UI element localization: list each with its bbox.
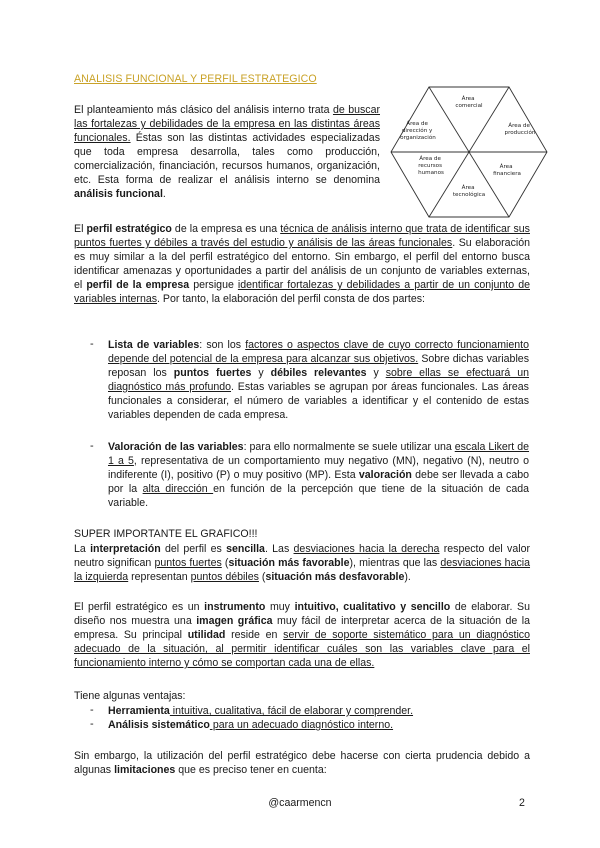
page-number: 2 xyxy=(519,797,525,809)
bullet-dash: - xyxy=(90,440,94,452)
segment-produccion-label: Área de producción xyxy=(504,123,536,136)
limitations-paragraph: Sin embargo, la utilización del perfil estratégico debe hacerse con cierta prudencia debido a algunas limitaciones que es preciso tener en cuenta: xyxy=(74,750,530,776)
important-heading: SUPER IMPORTANTE EL GRAFICO!!! xyxy=(74,528,258,540)
functional-areas-hexagon-diagram xyxy=(389,82,549,222)
segment-tecnologica-label: Área tecnológica xyxy=(452,185,486,198)
footer-author: @caarmencn xyxy=(268,797,332,809)
strategic-profile-paragraph: El perfil estratégico de la empresa es una técnica de análisis interno que trata de identificar sus puntos fuertes y débiles a través del estudio y análisis de las áreas funcionales. Su elaboración es muy similar a la del perfil estratégico del entorno. Sin embargo, el perfil del entorno busca identificar amenazas y oportunidades a partir del análisis de un conjunto de variables externas, el perfil de la empresa persigue identificar fortalezas y debilidades a partir de un conjunto de variables internas. Por tanto, la elaboración del perfil consta de dos partes: xyxy=(74,223,530,305)
segment-financiera-label: Área financiera xyxy=(493,164,521,177)
segment-comercial-label: Área comercial xyxy=(455,96,483,109)
segment-direccion-label: Área de dirección y organización xyxy=(400,121,436,141)
section-title: ANALISIS FUNCIONAL Y PERFIL ESTRATEGICO xyxy=(74,73,317,85)
advantage-item: Herramienta intuitiva, cualitativa, fácil de elaborar y comprender. xyxy=(108,705,414,717)
bullet-variable-list: Lista de variables: son los factores o aspectos clave de cuyo correcto funcionamiento depende del potencial de la empresa para alcanzar sus objetivos. Sobre dichas variables reposan los puntos fuertes y débiles relevantes y sobre ellas se efectuará un diagnóstico más profundo. Estas variables se agrupan por áreas funcionales. Las áreas funcionales a considerar, el número de variables a identificar y el contenido de estas variables dependen de cada empresa. xyxy=(108,339,530,421)
interpretation-paragraph: La interpretación del perfil es sencilla. Las desviaciones hacia la derecha respecto del valor neutro significan puntos fuertes (situación más favorable), mientras que las desviaciones hacia la izquierda representan puntos débiles (situación más desfavorable). xyxy=(74,543,531,583)
advantage-item: Análisis sistemático para un adecuado diagnóstico interno. xyxy=(108,719,394,731)
bullet-dash: - xyxy=(90,718,94,730)
advantages-intro: Tiene algunas ventajas: xyxy=(74,690,186,702)
bullet-dash: - xyxy=(90,704,94,716)
bullet-dash: - xyxy=(90,338,94,350)
segment-recursos-humanos-label: Área de recursos humanos xyxy=(418,156,444,176)
intro-paragraph: El planteamiento más clásico del análisis interno trata de buscar las fortalezas y debilidades de la empresa en las distintas áreas funcionales. Éstas son las distintas actividades especializadas que toda empresa desarrolla, tales como producción, comercialización, financiación, recursos humanos, organización, etc. Esta forma de realizar el análisis interno se denomina análisis funcional. xyxy=(74,104,380,200)
bullet-variable-valuation: Valoración de las variables: para ello normalmente se suele utilizar una escala Likert de 1 a 5, representativa de un comportamiento muy negativo (MN), negativo (N), neutro o indiferente (I), positivo (P) o muy positivo (MP). Esta valoración debe ser llevada a cabo por la alta dirección en función de la percepción que tiene de la situación de cada variable. xyxy=(108,441,530,509)
instrument-paragraph: El perfil estratégico es un instrumento muy intuitivo, cualitativo y sencillo de elaborar. Su diseño nos muestra una imagen gráfica muy fácil de interpretar acerca de la situación de la empresa. Su principal utilidad reside en servir de soporte sistemático para un diagnóstico adecuado de la situación, al permitir identificar cuáles son las variables clave para el funcionamiento interno y cómo se comportan cada una de ellas. xyxy=(74,601,530,669)
